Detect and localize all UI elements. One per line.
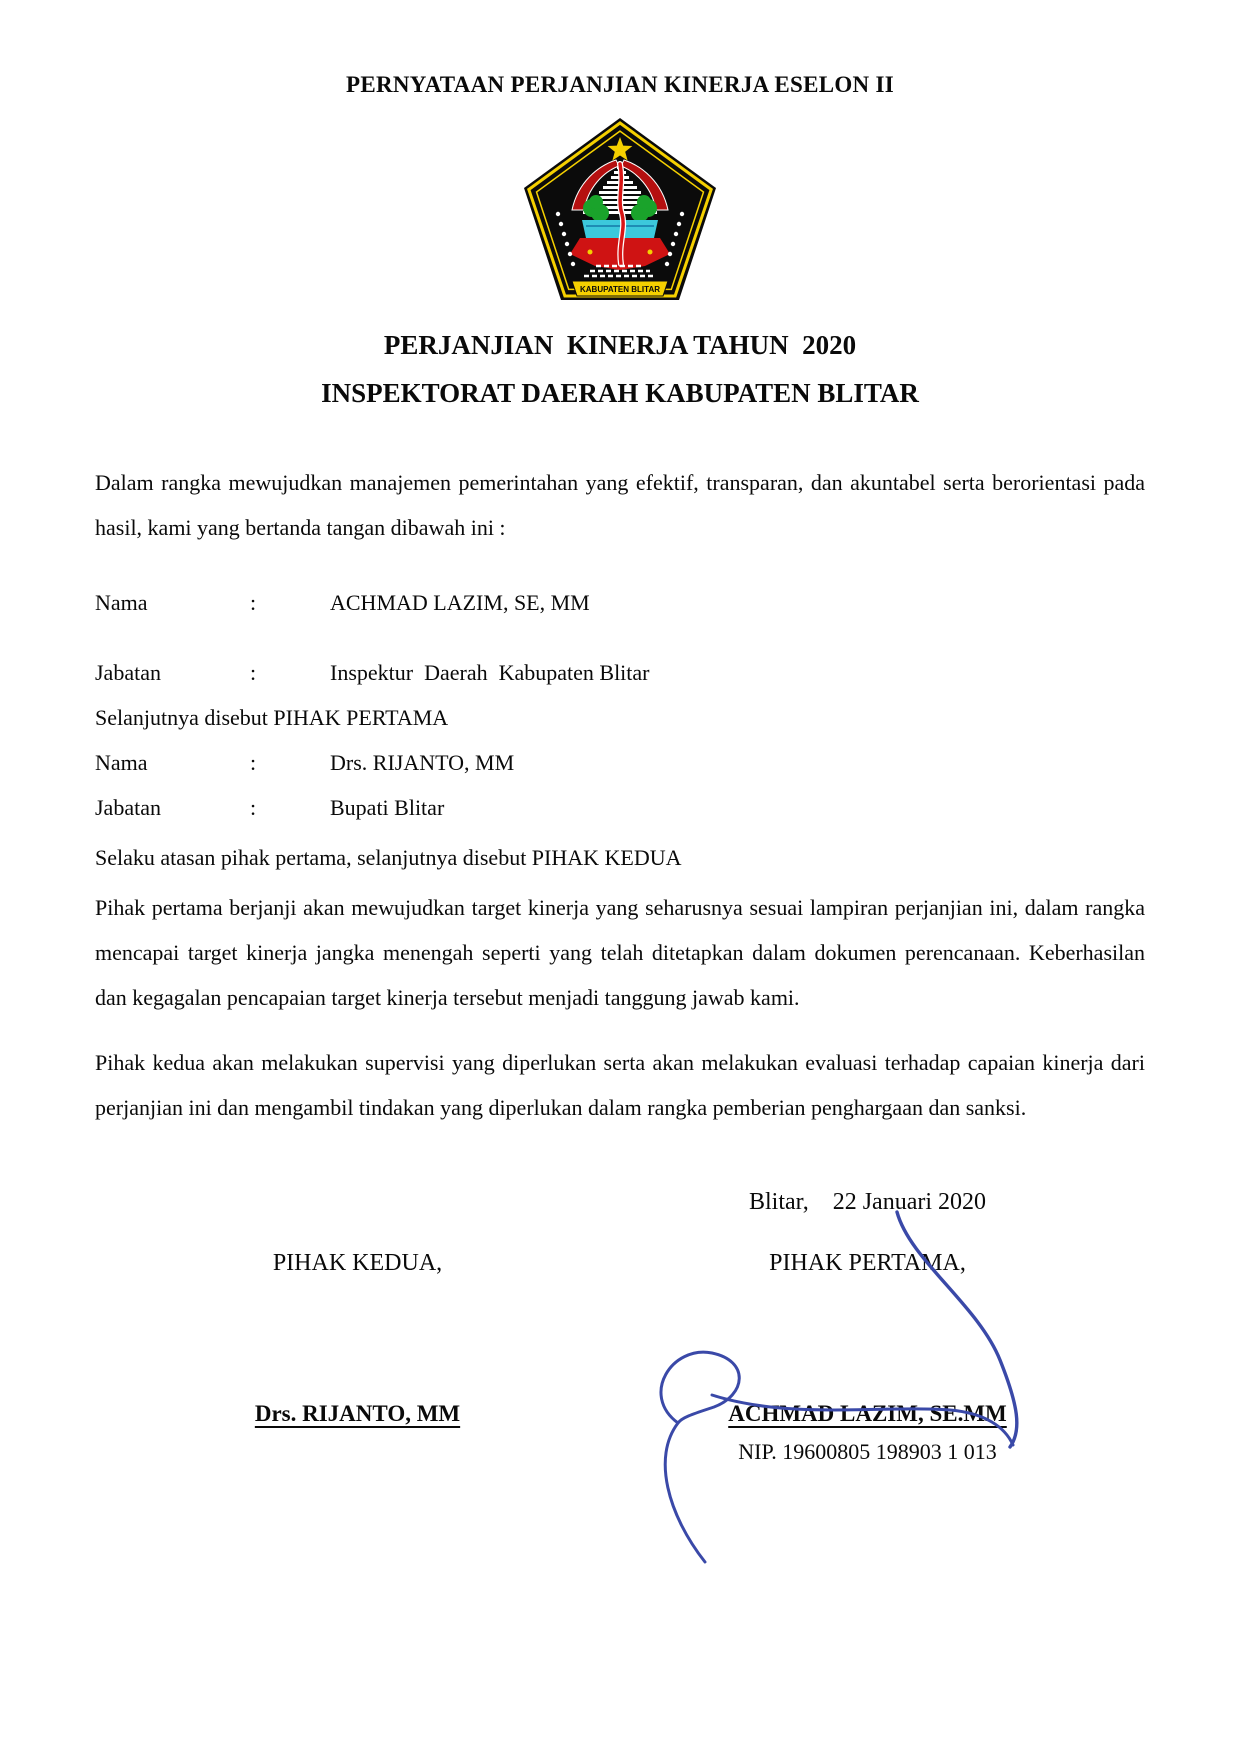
field-value: ACHMAD LAZIM, SE, MM [330, 590, 590, 615]
signatory-fields [95, 580, 1145, 880]
field-colon: : [250, 660, 257, 685]
note-pihak-kedua: Selaku atasan pihak pertama, selanjutnya disebut PIHAK KEDUA [95, 845, 682, 870]
field-label: Nama [95, 590, 148, 615]
title-perjanjian-kinerja: PERJANJIAN KINERJA TAHUN 2020 [383, 330, 857, 360]
signer-left [95, 1391, 620, 1468]
place-date-row [95, 1180, 1145, 1225]
field-row-jabatan-2 [95, 785, 1145, 830]
roles-row [95, 1241, 1145, 1286]
place-date: Blitar, 22 Januari 2020 [749, 1189, 986, 1215]
names-row [95, 1391, 1145, 1468]
field-row-nama-2 [95, 740, 1145, 785]
field-value: Drs. RIJANTO, MM [330, 750, 515, 775]
field-colon: : [250, 750, 257, 775]
intro-paragraph: Dalam rangka mewujudkan manajemen pemerintahan yang efektif, transparan, dan akuntabel serta berorientasi pada hasil, kami yang bertanda tangan dibawah ini : [95, 470, 1145, 540]
field-value: Bupati Blitar [330, 795, 445, 820]
closing-block [95, 1180, 1145, 1468]
field-row-nama-1 [95, 580, 1145, 625]
title-inspektorat: INSPEKTORAT DAERAH KABUPATEN BLITAR [321, 378, 919, 408]
note-pihak-pertama: Selanjutnya disebut PIHAK PERTAMA [95, 705, 449, 730]
field-colon: : [250, 795, 257, 820]
field-label: Jabatan [95, 660, 161, 685]
document-header-title: PERNYATAAN PERJANJIAN KINERJA ESELON II [345, 72, 895, 97]
field-label: Nama [95, 750, 148, 775]
field-value: Inspektur Daerah Kabupaten Blitar [330, 660, 650, 685]
logo-container [95, 114, 1145, 306]
place-date-spacer [95, 1180, 620, 1225]
signer-right-nip: NIP. 19600805 198903 1 013 [738, 1439, 997, 1464]
field-row-jabatan-1 [95, 650, 1145, 695]
signer-left-name: Drs. RIJANTO, MM [254, 1401, 461, 1426]
emblem-banner-label: KABUPATEN BLITAR [580, 285, 660, 294]
role-pihak-kedua: PIHAK KEDUA, [272, 1250, 443, 1276]
field-colon: : [250, 590, 257, 615]
signer-right-name: ACHMAD LAZIM, SE.MM [728, 1401, 1007, 1426]
paragraph-pihak-pertama: Pihak pertama berjanji akan mewujudkan target kinerja yang seharusnya sesuai lampiran perjanjian ini, dalam rangka mencapai target kinerja jangka menengah seperti yang telah ditetapkan dalam dokumen perencanaan. Keberhasilan dan kegagalan pencapaian target kinerja tersebut menjadi tanggung jawab kami. [95, 895, 1145, 1010]
kabupaten-blitar-emblem-icon [515, 114, 725, 304]
field-label: Jabatan [95, 795, 161, 820]
signer-right [620, 1391, 1145, 1468]
paragraph-pihak-kedua: Pihak kedua akan melakukan supervisi yang diperlukan serta akan melakukan evaluasi terhadap capaian kinerja dari perjanjian ini dan mengambil tindakan yang diperlukan dalam rangka pemberian penghargaan dan sanksi. [95, 1050, 1145, 1120]
role-pihak-pertama: PIHAK PERTAMA, [769, 1250, 966, 1276]
